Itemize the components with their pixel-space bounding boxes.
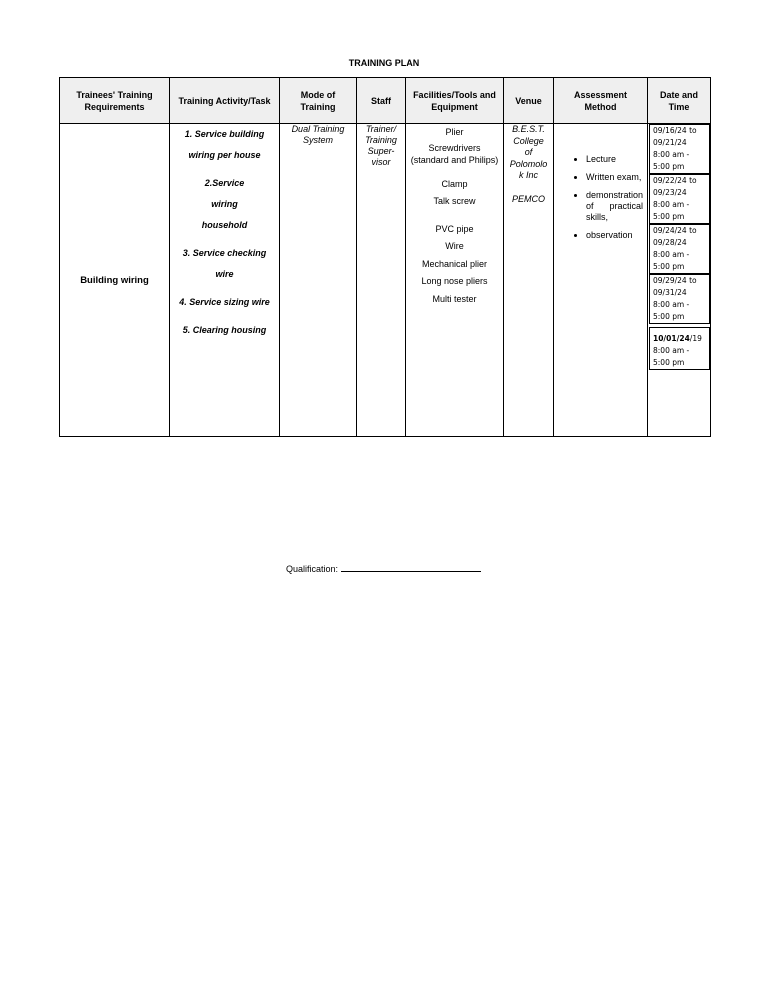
- list-item: • demonstration of practical skills,: [586, 190, 647, 223]
- mode-cell: [280, 124, 357, 437]
- venue-line: College: [513, 135, 544, 146]
- tool-item: Mechanical plier: [421, 258, 488, 269]
- activities-cell: [170, 124, 280, 437]
- staff-line: visor: [371, 157, 391, 167]
- list-item: • Lecture: [586, 154, 647, 165]
- facilities-cell: [406, 124, 504, 437]
- mode-line: Dual Training: [291, 124, 345, 134]
- header-staff: Staff: [357, 78, 406, 124]
- header-venue: Venue: [504, 78, 554, 124]
- time-range: 5:00 pm: [653, 162, 685, 171]
- date-suffix: /19: [689, 334, 702, 343]
- requirement-cell: Building wiring: [60, 124, 170, 437]
- activity-item: 3. Service checking wire: [182, 248, 267, 279]
- time-range: 8:00 am -: [653, 300, 690, 309]
- assessment-cell: [554, 124, 648, 437]
- time-range: 8:00 am -: [653, 346, 690, 355]
- header-date-time: Date and Time: [648, 78, 711, 124]
- date-range: 09/22/24 to: [653, 176, 697, 185]
- time-range: 5:00 pm: [653, 212, 685, 221]
- staff-line: Training: [365, 135, 397, 145]
- time-range: 5:00 pm: [653, 262, 685, 271]
- activity-item: 1. Service building wiring per house: [184, 129, 265, 160]
- training-plan-table: [59, 77, 711, 437]
- date-time-cell: [648, 124, 711, 437]
- date-range: 09/16/24 to: [653, 126, 697, 135]
- date-box: [649, 274, 710, 324]
- venue-line: of: [524, 147, 533, 157]
- venue-line: PEMCO: [511, 193, 545, 204]
- date-bold: 10/01/24: [653, 334, 690, 343]
- tool-item: Multi tester: [432, 293, 477, 304]
- staff-line: Super-: [367, 146, 395, 156]
- tool-item: (standard and Philips): [410, 154, 499, 165]
- venue-cell: [504, 124, 554, 437]
- header-requirements: Trainees' Training Requirements: [60, 78, 170, 124]
- mode-line: System: [302, 135, 333, 145]
- date-box: [649, 327, 710, 370]
- date-range: 09/21/24: [653, 138, 687, 147]
- time-range: 8:00 am -: [653, 150, 690, 159]
- date-range: 09/24/24 to: [653, 226, 697, 235]
- date-range: 09/23/24: [653, 188, 687, 197]
- tool-item: Wire: [445, 241, 464, 251]
- date-range: [653, 333, 709, 345]
- time-range: 8:00 am -: [653, 200, 690, 209]
- assessment-list: [554, 154, 647, 241]
- table-row: [60, 124, 711, 437]
- document-title: TRAINING PLAN: [348, 58, 420, 68]
- header-facilities: Facilities/Tools and Equipment: [406, 78, 504, 124]
- header-mode: Mode of Training: [280, 78, 357, 124]
- date-box: [649, 224, 710, 274]
- date-box: [649, 174, 710, 224]
- date-range: 09/28/24: [653, 238, 687, 247]
- list-item: • observation: [586, 230, 647, 241]
- tool-item: Talk screw: [433, 196, 476, 206]
- list-item: • Written exam,: [586, 172, 647, 183]
- tool-item: Long nose pliers: [421, 276, 488, 286]
- qualification-label: Qualification:: [286, 564, 339, 574]
- time-range: 8:00 am -: [653, 250, 690, 259]
- qualification-field: [286, 562, 481, 574]
- date-range: 09/31/24: [653, 288, 687, 297]
- date-box: [649, 124, 710, 174]
- time-range: 5:00 pm: [653, 358, 685, 367]
- header-assessment: Assessment Method: [554, 78, 648, 124]
- venue-line: B.E.S.T.: [512, 124, 545, 134]
- tool-item: PVC pipe: [435, 223, 474, 234]
- venue-line: k Inc: [518, 170, 538, 180]
- activity-item: 5. Clearing housing: [182, 325, 267, 335]
- table-header-row: [60, 78, 711, 124]
- time-range: 5:00 pm: [653, 312, 685, 321]
- header-activity: Training Activity/Task: [170, 78, 280, 124]
- qualification-blank-line: [341, 562, 481, 572]
- venue-line: Polomolo: [509, 158, 548, 169]
- activity-item: 4. Service sizing wire: [179, 297, 270, 307]
- activity-item: 2.Service wiring household: [201, 178, 248, 230]
- tool-item: Screwdrivers: [428, 142, 481, 153]
- tool-item: Plier: [445, 127, 464, 137]
- tool-item: Clamp: [441, 178, 468, 189]
- staff-line: Trainer/: [365, 124, 397, 134]
- date-range: 09/29/24 to: [653, 276, 697, 285]
- staff-cell: [357, 124, 406, 437]
